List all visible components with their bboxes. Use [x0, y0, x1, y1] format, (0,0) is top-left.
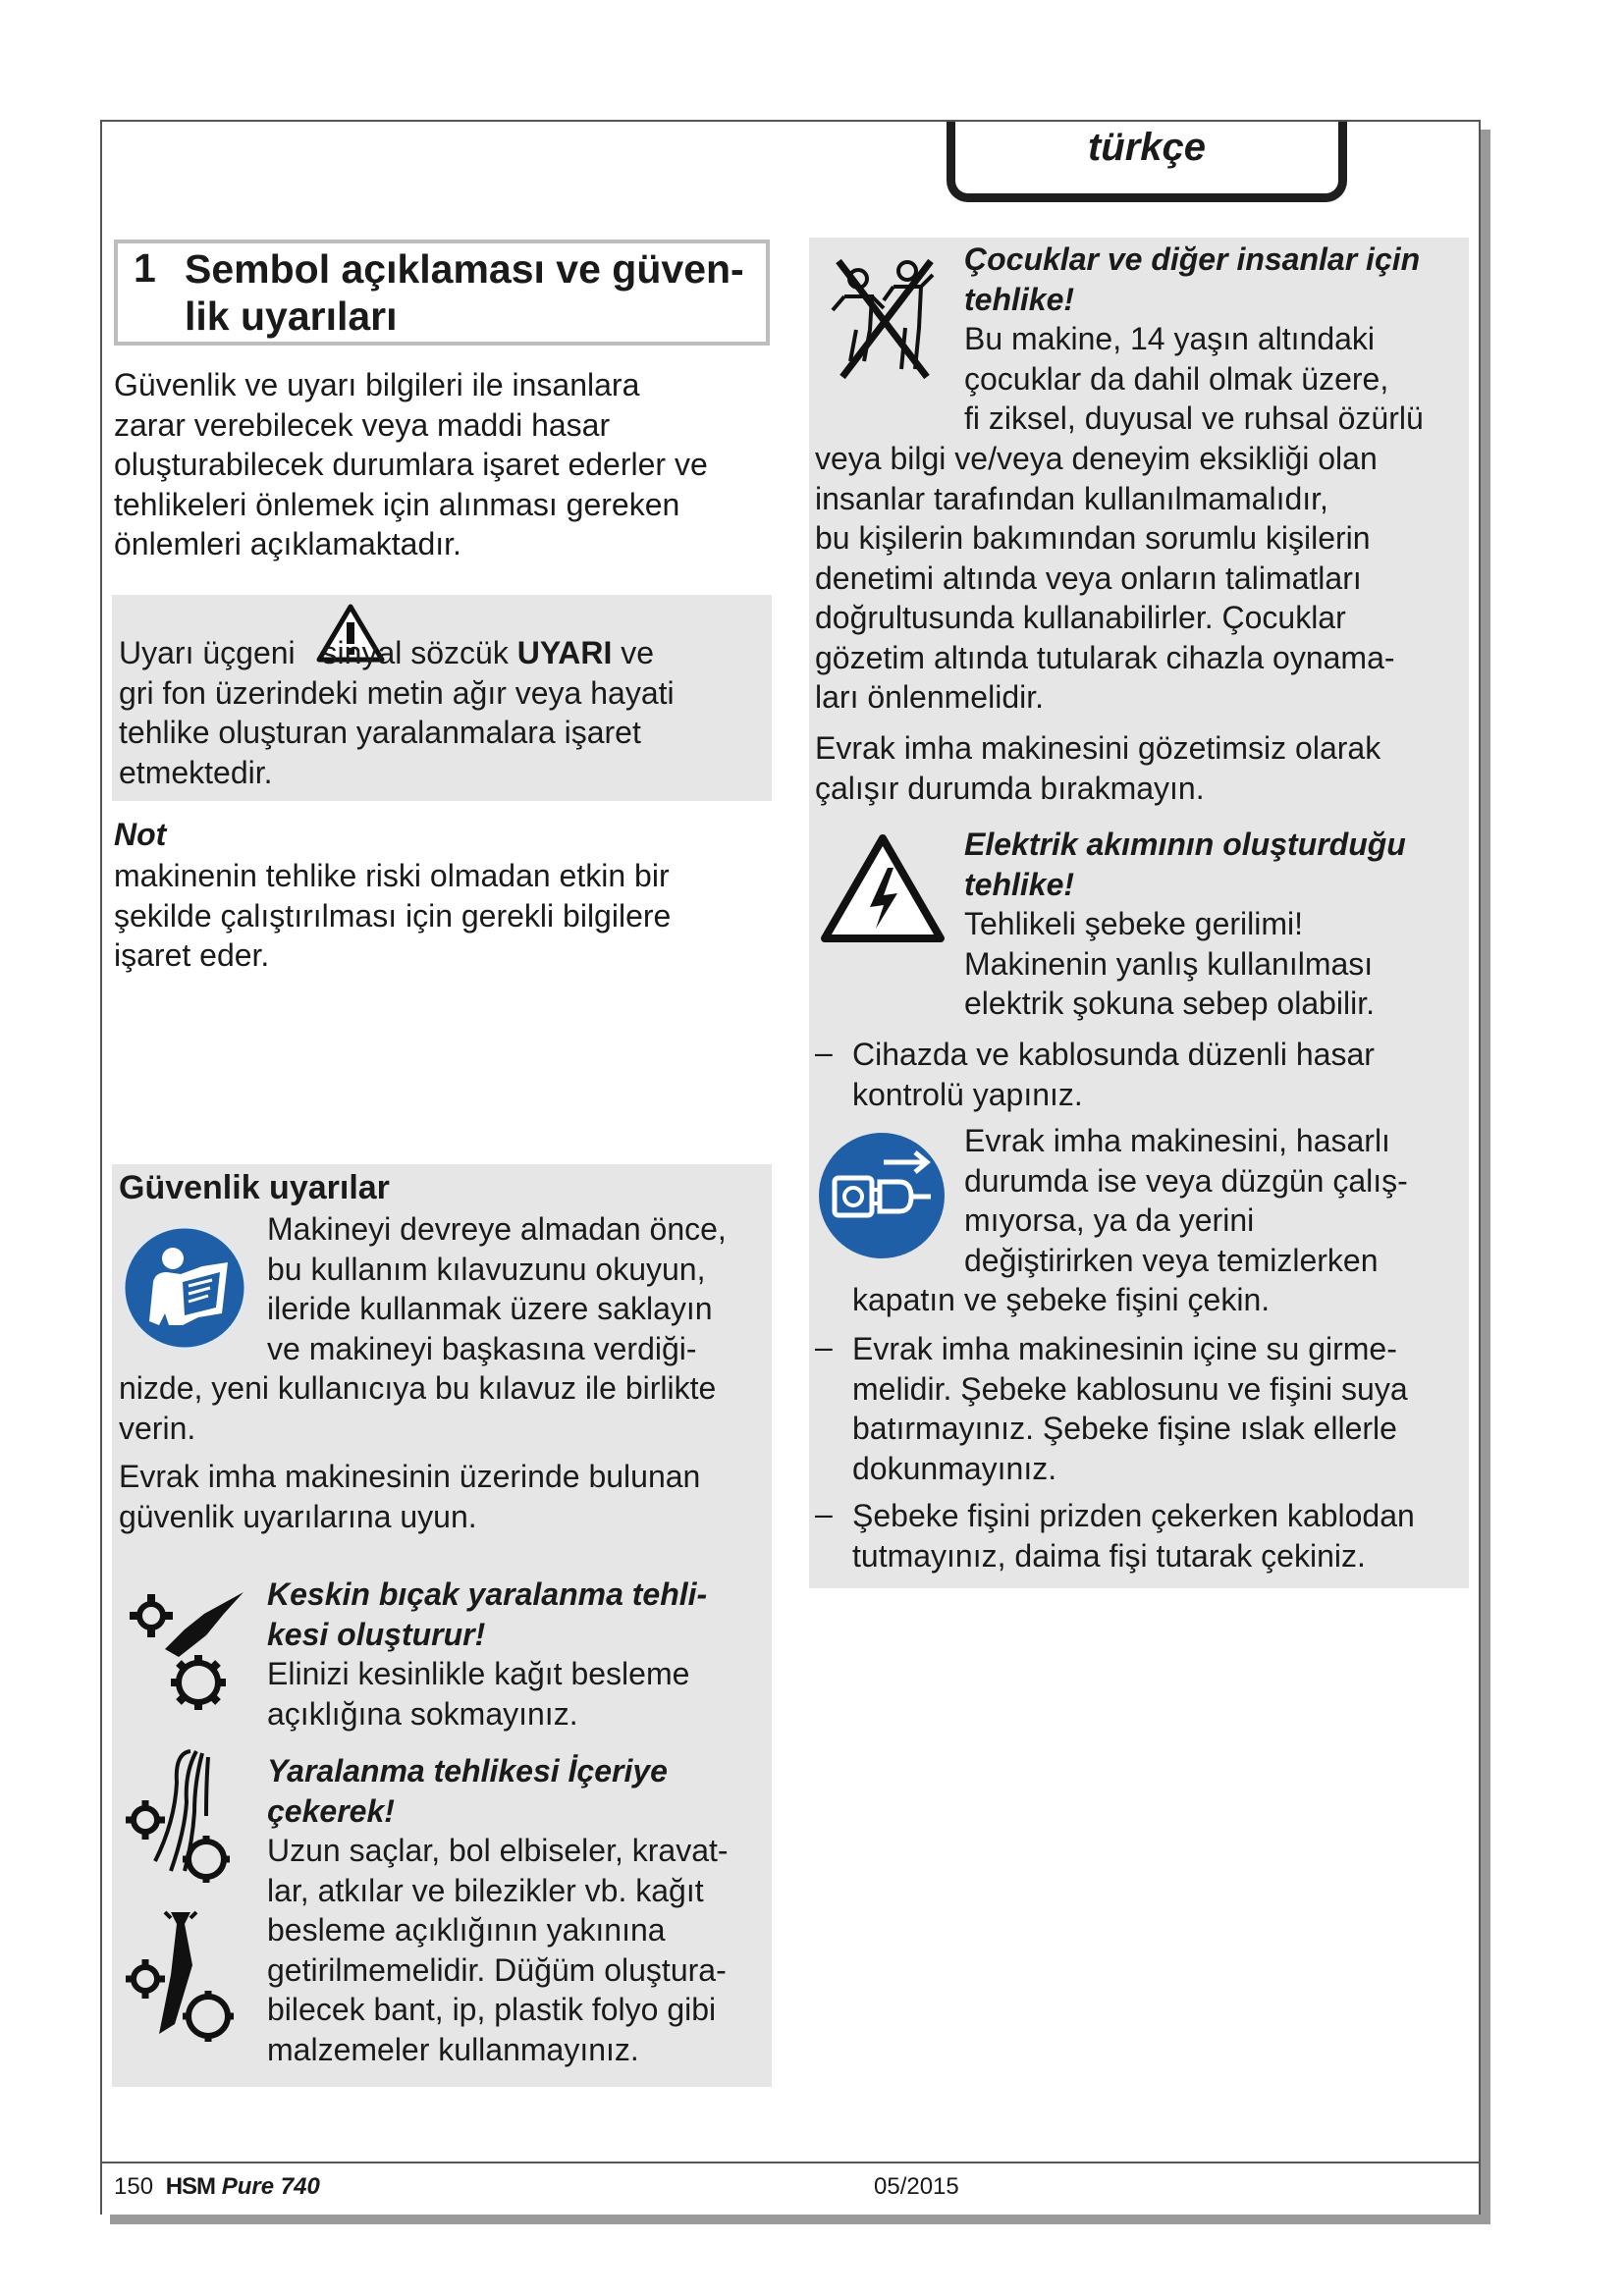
note-text: [114, 856, 782, 976]
bullet-line: dokunmayınız.: [852, 1450, 1057, 1486]
unattended-line: Evrak imha makinesini gözetimsiz olarak: [815, 730, 1381, 766]
note-title: Not: [114, 817, 167, 852]
pull-in-hazard-line: besleme açıklığının yakınına: [267, 1912, 666, 1948]
bullet-line: batırmayınız. Şebeke fişine ıslak ellerle: [852, 1411, 1397, 1446]
unattended-text: [815, 728, 1465, 808]
read-manual-continuation: [119, 1368, 777, 1448]
observe-line: güvenlik uyarılarına uyun.: [119, 1498, 477, 1534]
unplug-line: Evrak imha makinesini, hasarlı: [964, 1123, 1390, 1158]
pull-in-hazard-line: bilecek bant, ip, plastik folyo gibi: [267, 1992, 717, 2027]
intro-line: oluşturabilecek durumlara işaret ederler ve: [114, 447, 708, 482]
pull-in-hazard-title: Yaralanma tehlikesi İçeriye: [267, 1753, 668, 1789]
electric-hazard-title: Elektrik akımının oluşturduğu: [964, 827, 1406, 862]
children-hazard-title: Çocuklar ve diğer insanlar için: [964, 241, 1421, 277]
intro-line: Güvenlik ve uyarı bilgileri ile insanlara: [114, 367, 640, 402]
cutting-hazard-line: Elinizi kesinlikle kağıt besleme: [267, 1656, 690, 1691]
electric-hazard-title: tehlike!: [964, 866, 1075, 902]
bullet-line: Evrak imha makinesinin içine su girme-: [852, 1331, 1397, 1366]
children-hazard-line: denetimi altında veya onların talimatları: [815, 560, 1362, 596]
model-name: Pure 740: [221, 2173, 320, 2200]
electric-hazard-text: [964, 825, 1465, 1024]
read-manual-line: nizde, yeni kullanıcıya bu kılavuz ile birlikte: [119, 1370, 717, 1406]
bullet-water-text: [852, 1329, 1465, 1488]
intro-line: zarar verebilecek veya maddi hasar: [114, 406, 611, 443]
children-hazard-line: insanlar tarafından kullanılmamalıdır,: [815, 480, 1328, 516]
unplug-text: [964, 1121, 1465, 1280]
children-hazard-title: tehlike!: [964, 281, 1075, 317]
read-manual-line: ileride kullanmak üzere saklayın: [267, 1291, 713, 1326]
bullet-line: tutmayınız, daima fişi tutarak çekiniz.: [852, 1537, 1366, 1574]
intro-paragraph: [114, 365, 782, 564]
note-line: işaret eder.: [114, 937, 270, 973]
bullet-dash: –: [815, 1496, 833, 1531]
read-manual-line: bu kullanım kılavuzunu okuyun,: [267, 1251, 706, 1287]
hair-entanglement-icon: [116, 1743, 253, 1891]
pull-in-hazard-line: Uzun saçlar, bol elbiseler, kravat-: [267, 1833, 729, 1868]
pull-in-hazard-line: malzemeler kullanmayınız.: [267, 2031, 639, 2067]
language-label: türkçe: [1087, 126, 1207, 169]
warning-info-text: [119, 633, 767, 792]
intro-line: önlemleri açıklamaktadır.: [114, 526, 461, 561]
tie-entanglement-icon: [116, 1906, 253, 2054]
warning-line-1: Uyarı üçgeni sinyal sözcük UYARI ve: [119, 635, 655, 670]
cutting-hazard-title: Keskin bıçak yaralanma tehli-: [267, 1576, 708, 1612]
electric-hazard-line: Makinenin yanlış kullanılması: [964, 945, 1374, 982]
children-hazard-line: veya bilgi ve/veya deneyim eksikliği olan: [815, 441, 1378, 476]
children-hazard-line: bu kişilerin bakımından sorumlu kişilerin: [815, 520, 1371, 556]
bullet-dash: –: [815, 1035, 833, 1070]
note-line: makinenin tehlike riski olmadan etkin bir: [114, 858, 670, 893]
footer-rule: [100, 2162, 1481, 2163]
note-line: şekilde çalıştırılması için gerekli bilgilere: [114, 897, 672, 934]
electric-hazard-icon: [819, 832, 947, 946]
read-manual-icon: [120, 1223, 249, 1353]
footer-date: 05/2015: [874, 2173, 959, 2200]
warning-line: etmektedir.: [119, 754, 273, 790]
children-hazard-continuation: [815, 439, 1465, 718]
bullet-line: Şebeke fişini prizden çekerken kablodan: [852, 1498, 1415, 1533]
electric-hazard-line: Tehlikeli şebeke gerilimi!: [964, 906, 1304, 941]
warning-line: gri fon üzerindeki metin ağır veya hayati: [119, 674, 675, 711]
read-manual-line: verin.: [119, 1410, 196, 1446]
pull-in-hazard-line: lar, atkılar ve bilezikler vb. kağıt: [267, 1872, 704, 1908]
cutting-hazard-title: kesi oluşturur!: [267, 1616, 486, 1652]
observe-line: Evrak imha makinesinin üzerinde bulunan: [119, 1459, 701, 1494]
safety-title: Güvenlik uyarılar: [119, 1169, 390, 1206]
observe-warnings-text: [119, 1457, 777, 1536]
unattended-line: çalışır durumda bırakmayın.: [815, 770, 1205, 806]
page-number: 150: [114, 2173, 154, 2200]
language-tab: [947, 122, 1347, 202]
children-hazard-line: ları önlenmelidir.: [815, 679, 1044, 715]
unplug-line: mıyorsa, ya da yerini: [964, 1202, 1255, 1238]
children-hazard-line: fi ziksel, duyusal ve ruhsal özürlü: [964, 400, 1424, 436]
no-children-icon: [825, 251, 943, 385]
children-hazard-text: [964, 240, 1465, 439]
children-hazard-line: gözetim altında tutularak cihazla oynama-: [815, 639, 1395, 675]
bullet-plug-text: [852, 1496, 1465, 1575]
pull-in-hazard-title: çekerek!: [267, 1792, 395, 1829]
pull-in-hazard-line: getirilmemelidir. Düğüm oluştura-: [267, 1951, 727, 1988]
bullet-line: kontrolü yapınız.: [852, 1076, 1083, 1112]
warning-line: tehlike oluşturan yaralanmalara işaret: [119, 715, 641, 750]
bullet-inspect-text: [852, 1035, 1465, 1114]
children-hazard-line: doğrultusunda kullanabilirler. Çocuklar: [815, 600, 1346, 635]
section-title: Sembol açıklaması ve güven- lik uyarıları: [185, 246, 744, 339]
footer-left: [114, 2173, 320, 2201]
unplug-continuation: kapatın ve şebeke fişini çekin.: [852, 1282, 1271, 1317]
section-heading-box: [114, 240, 770, 346]
bullet-line: Cihazda ve kablosunda düzenli hasar: [852, 1037, 1375, 1072]
cutting-hazard-text: [267, 1575, 778, 1734]
brand-logo: HSM: [165, 2173, 216, 2200]
intro-line: tehlikeleri önlemek için alınması gereken: [114, 486, 680, 522]
unplug-line: durumda ise veya düzgün çalış-: [964, 1162, 1408, 1199]
unplug-line: değiştirirken veya temizlerken: [964, 1242, 1379, 1278]
pull-in-hazard-text: [267, 1751, 778, 2069]
cutting-hazard-line: açıklığına sokmayınız.: [267, 1695, 578, 1732]
section-number: 1: [134, 245, 156, 291]
bullet-dash: –: [815, 1329, 833, 1364]
cutting-hazard-icon: [116, 1580, 253, 1728]
signal-word: UYARI: [516, 635, 613, 670]
read-manual-text: [267, 1209, 778, 1368]
children-hazard-line: Bu makine, 14 yaşın altındaki: [964, 321, 1376, 356]
read-manual-line: Makineyi devreye almadan önce,: [267, 1211, 727, 1247]
electric-hazard-line: elektrik şokuna sebep olabilir.: [964, 986, 1376, 1021]
unplug-icon: [815, 1129, 948, 1262]
children-hazard-line: çocuklar da dahil olmak üzere,: [964, 360, 1389, 397]
bullet-line: melidir. Şebeke kablosunu ve fişini suya: [852, 1370, 1408, 1407]
read-manual-line: ve makineyi başkasına verdiği-: [267, 1330, 697, 1366]
